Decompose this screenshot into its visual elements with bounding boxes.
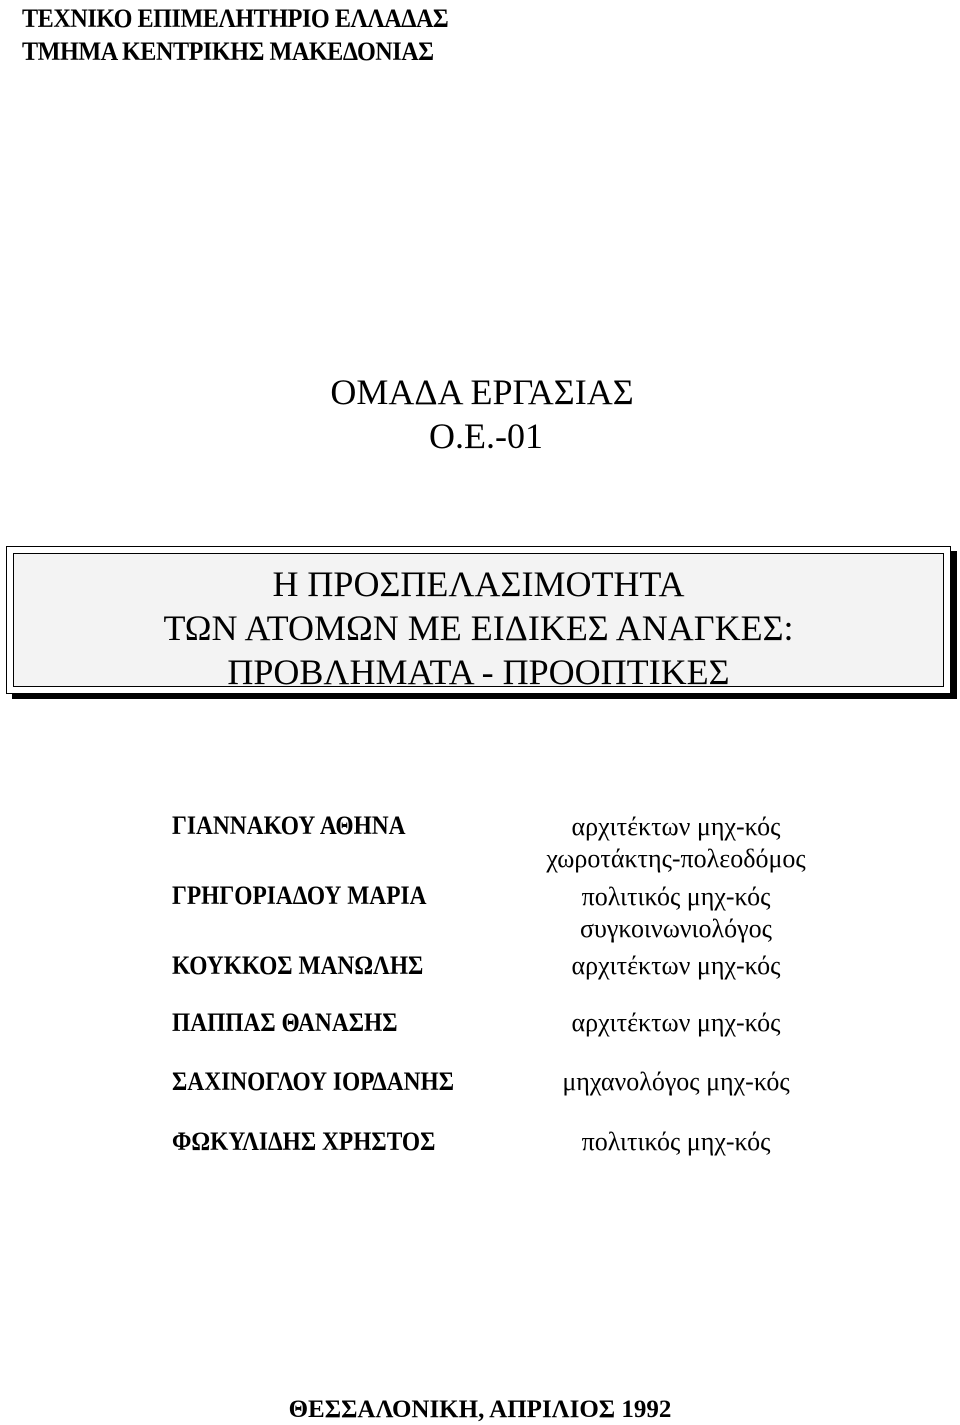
author-roles	[546, 1007, 806, 1039]
author-name: ΦΩΚΥΛΙΔΗΣ ΧΡΗΣΤΟΣ	[172, 1127, 436, 1156]
author-entry	[0, 880, 960, 950]
author-role: χωροτάκτης-πολεοδόμος	[546, 844, 806, 873]
organization-department: ΤΜΗΜΑ ΚΕΝΤΡΙΚΗΣ ΜΑΚΕΔΟΝΙΑΣ	[22, 37, 434, 66]
author-role: πολιτικός μηχ-κός	[581, 1127, 771, 1156]
title-box-inner	[13, 553, 944, 692]
author-name: ΓΡΗΓΟΡΙΑΔΟΥ ΜΑΡΙΑ	[172, 881, 427, 910]
author-roles	[546, 950, 806, 982]
author-entry	[0, 1126, 960, 1196]
author-role: πολιτικός μηχ-κός	[581, 882, 771, 911]
title-box	[6, 546, 951, 694]
author-roles	[546, 1066, 806, 1098]
title-line-2: ΤΩΝ ΑΤΟΜΩΝ ΜΕ ΕΙΔΙΚΕΣ ΑΝΑΓΚΕΣ:	[163, 608, 794, 648]
title-line-1: Η ΠΡΟΣΠΕΛΑΣΙΜΟΤΗΤΑ	[272, 564, 685, 604]
author-role: μηχανολόγος μηχ-κός	[562, 1067, 790, 1096]
author-roles	[546, 1126, 806, 1158]
working-group-code: Ο.Ε.-01	[429, 416, 543, 456]
working-group	[0, 370, 960, 458]
author-roles	[546, 881, 806, 945]
organization-name: ΤΕΧΝΙΚΟ ΕΠΙΜΕΛΗΤΗΡΙΟ ΕΛΛΑΔΑΣ	[22, 4, 449, 33]
author-name: ΣΑΧΙΝΟΓΛΟΥ ΙΟΡΔΑΝΗΣ	[172, 1067, 455, 1096]
title-line-3: ΠΡΟΒΛΗΜΑΤΑ - ΠΡΟΟΠΤΙΚΕΣ	[227, 652, 730, 692]
author-name: ΠΑΠΠΑΣ ΘΑΝΑΣΗΣ	[172, 1008, 398, 1037]
author-roles	[546, 811, 806, 875]
author-role: συγκοινωνιολόγος	[580, 914, 772, 943]
author-role: αρχιτέκτων μηχ-κός	[571, 951, 781, 980]
author-name: ΓΙΑΝΝΑΚΟΥ ΑΘΗΝΑ	[172, 811, 406, 840]
author-entry	[0, 810, 960, 880]
author-name: ΚΟΥΚΚΟΣ ΜΑΝΩΛΗΣ	[172, 951, 424, 980]
working-group-name: ΟΜΑΔΑ ΕΡΓΑΣΙΑΣ	[330, 372, 634, 412]
organization-header	[22, 2, 480, 68]
author-role: αρχιτέκτων μηχ-κός	[571, 812, 781, 841]
document-title	[14, 562, 943, 694]
author-role: αρχιτέκτων μηχ-κός	[571, 1008, 781, 1037]
place-and-date: ΘΕΣΣΑΛΟΝΙΚΗ, ΑΠΡΙΛΙΟΣ 1992	[288, 1396, 672, 1423]
